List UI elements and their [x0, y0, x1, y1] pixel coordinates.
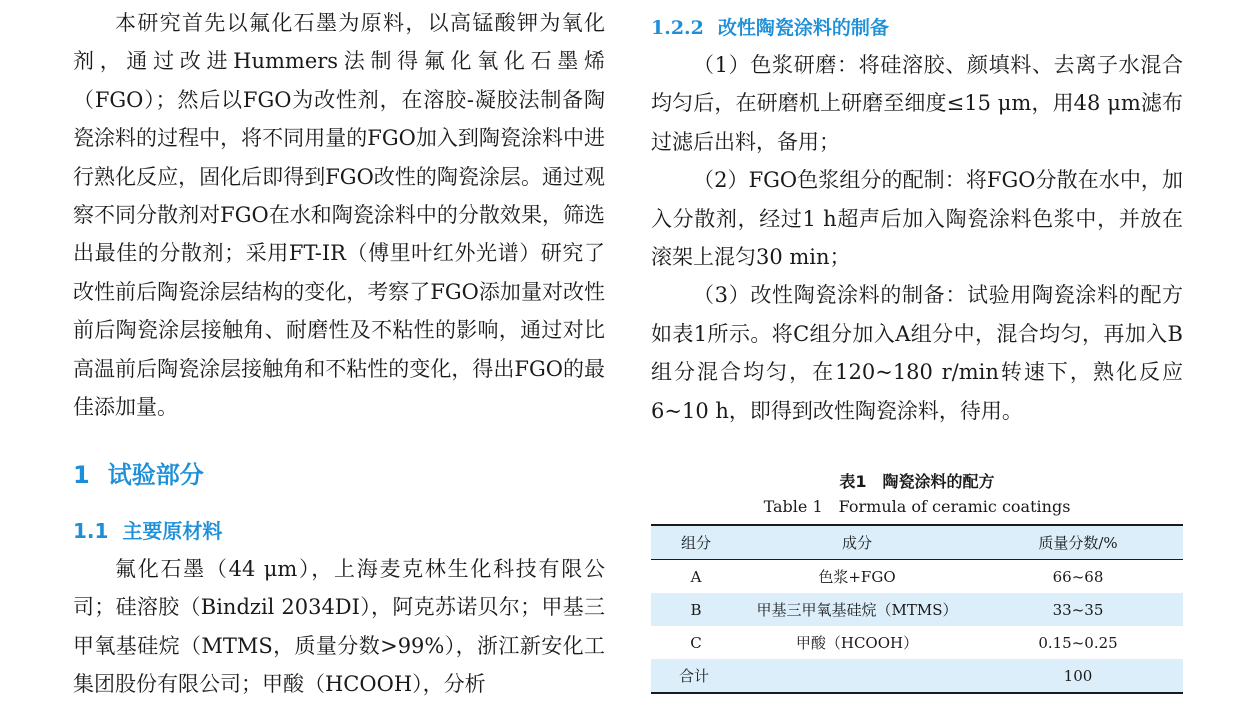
subsection-number: 1.1 [73, 519, 109, 543]
step-paragraph-1: （1）色浆研磨：将硅溶胶、颜填料、去离子水混合均匀后，在研磨机上研磨至细度≤15 μm，用48 μm滤布过滤后出料，备用； [651, 53, 1183, 154]
table-cell: B [690, 600, 702, 619]
section-title: 试验部分 [107, 461, 204, 489]
intro-paragraph: 本研究首先以氟化石墨为原料，以高锰酸钾为氧化剂，通过改进Hummers法制得氟化氧化石墨烯（FGO）；然后以FGO为改性剂，在溶胶-凝胶法制备陶瓷涂料的过程中，将不同用量的FGO加入到陶瓷涂料中进行熟化反应，固化后即得到FGO改性的陶瓷涂层。通过观察不同分散剂对FGO在水和陶瓷涂料中的分散效果，筛选出最佳的分散剂；采用FT-IR（傅里叶红外光谱）研究了改性前后陶瓷涂层结构的变化，考察了FGO添加量对改性前后陶瓷涂层接触角、耐磨性及不粘性的影响，通过对比高温前后陶瓷涂层接触角和不粘性的变化，得出FGO的最佳添加量。 [73, 11, 605, 420]
table-cell: 33~35 [1052, 600, 1104, 619]
table-cell: 66~68 [1052, 567, 1104, 586]
table-header-row [651, 525, 1183, 560]
table-row [651, 626, 1183, 659]
step-paragraph-2: （2）FGO色浆组分的配制：将FGO分散在水中，加入分散剂，经过1 h超声后加入陶瓷涂料色浆中，并放在滚架上混匀30 min； [651, 168, 1183, 270]
table-cell: 合计 [679, 667, 710, 685]
formula-table [651, 524, 1183, 694]
table-header-cell: 成分 [841, 534, 872, 552]
subsection-title: 改性陶瓷涂料的制备 [717, 17, 889, 39]
table-row [651, 659, 1183, 693]
table-cell: 色浆+FGO [818, 568, 896, 586]
table-row [651, 560, 1183, 594]
table-cell: 甲基三甲氧基硅烷（MTMS） [756, 601, 958, 619]
preparation-steps [651, 46, 1183, 430]
table-cell [741, 659, 973, 693]
subsection-title: 主要原材料 [122, 519, 223, 543]
step-paragraph-3: （3）改性陶瓷涂料的制备：试验用陶瓷涂料的配方如表1所示。将C组分加入A组分中，混合均匀，再加入B组分混合均匀，在120~180 r/min转速下，熟化反应6~10 h，即得到改性陶瓷涂料，待用。 [651, 283, 1183, 423]
table-header-cell: 组分 [680, 534, 711, 552]
table-cell: C [690, 633, 702, 652]
subsection-heading-1-1 [73, 515, 222, 544]
section-heading-1 [73, 455, 204, 490]
subsection-heading-1-2-2 [651, 13, 889, 40]
table-header-cell: 质量分数/% [1038, 534, 1118, 552]
table-cell: 甲酸（HCOOH） [795, 634, 919, 652]
table-cell: 0.15~0.25 [1038, 633, 1118, 652]
table-row [651, 593, 1183, 626]
table-cell: 100 [1063, 666, 1093, 685]
materials-paragraph: 氟化石墨（44 μm），上海麦克林生化科技有限公司；硅溶胶（Bindzil 2034DI），阿克苏诺贝尔；甲基三甲氧基硅烷（MTMS，质量分数>99%），浙江新安化工集团股份有限公司；甲酸（HCOOH），分析 [73, 557, 605, 697]
table-cell: A [690, 567, 702, 586]
section-number: 1 [73, 461, 90, 489]
subsection-number: 1.2.2 [651, 17, 704, 39]
table-caption-en: Table 1 Formula of ceramic coatings [763, 497, 1071, 516]
formula-table-block [651, 470, 1183, 694]
table-caption-cn: 表1 陶瓷涂料的配方 [839, 472, 995, 491]
